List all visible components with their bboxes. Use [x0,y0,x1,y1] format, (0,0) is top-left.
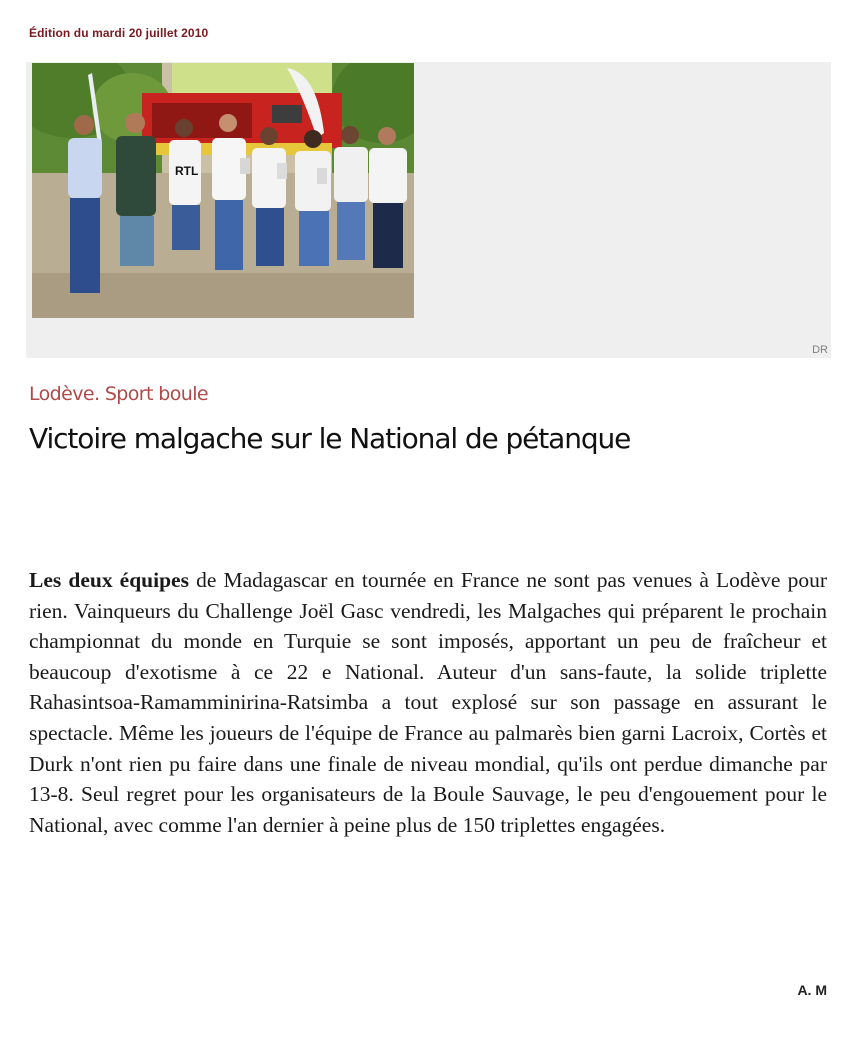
article-signature: A. M [797,982,827,998]
group-photo-image [32,63,414,318]
article-kicker: Lodève. Sport boule [29,383,208,405]
svg-text:RTL: RTL [175,164,199,178]
article-headline: Victoire malgache sur le National de pétanque [29,422,631,455]
photo-credit: DR [812,344,828,356]
article-lead: Les deux équipes [29,568,189,592]
article-photo [32,63,414,318]
edition-date: Édition du mardi 20 juillet 2010 [29,26,209,40]
photo-frame [26,62,831,358]
article-body [29,565,827,840]
article-text: de Madagascar en tournée en France ne sont pas venues à Lodève pour rien. Vainqueurs du Challenge Joël Gasc vendredi, les Malgaches qui préparent le prochain championnat du monde en Turquie se sont imposés, apportant un peu de fraîcheur et beaucoup d'exotisme à ce 22 e National. Auteur d'un sans-faute, la solide triplette Rahasintsoa-Ramamminirina-Ratsimba a tout explosé sur son passage en assurant le spectacle. Même les joueurs de l'équipe de France au palmarès bien garni Lacroix, Cortès et Durk n'ont rien pu faire dans une finale de niveau mondial, qu'ils ont perdue dimanche par 13-8. Seul regret pour les organisateurs de la Boule Sauvage, le peu d'engouement pour le National, avec comme l'an dernier à peine plus de 150 triplettes engagées. [29,568,827,837]
